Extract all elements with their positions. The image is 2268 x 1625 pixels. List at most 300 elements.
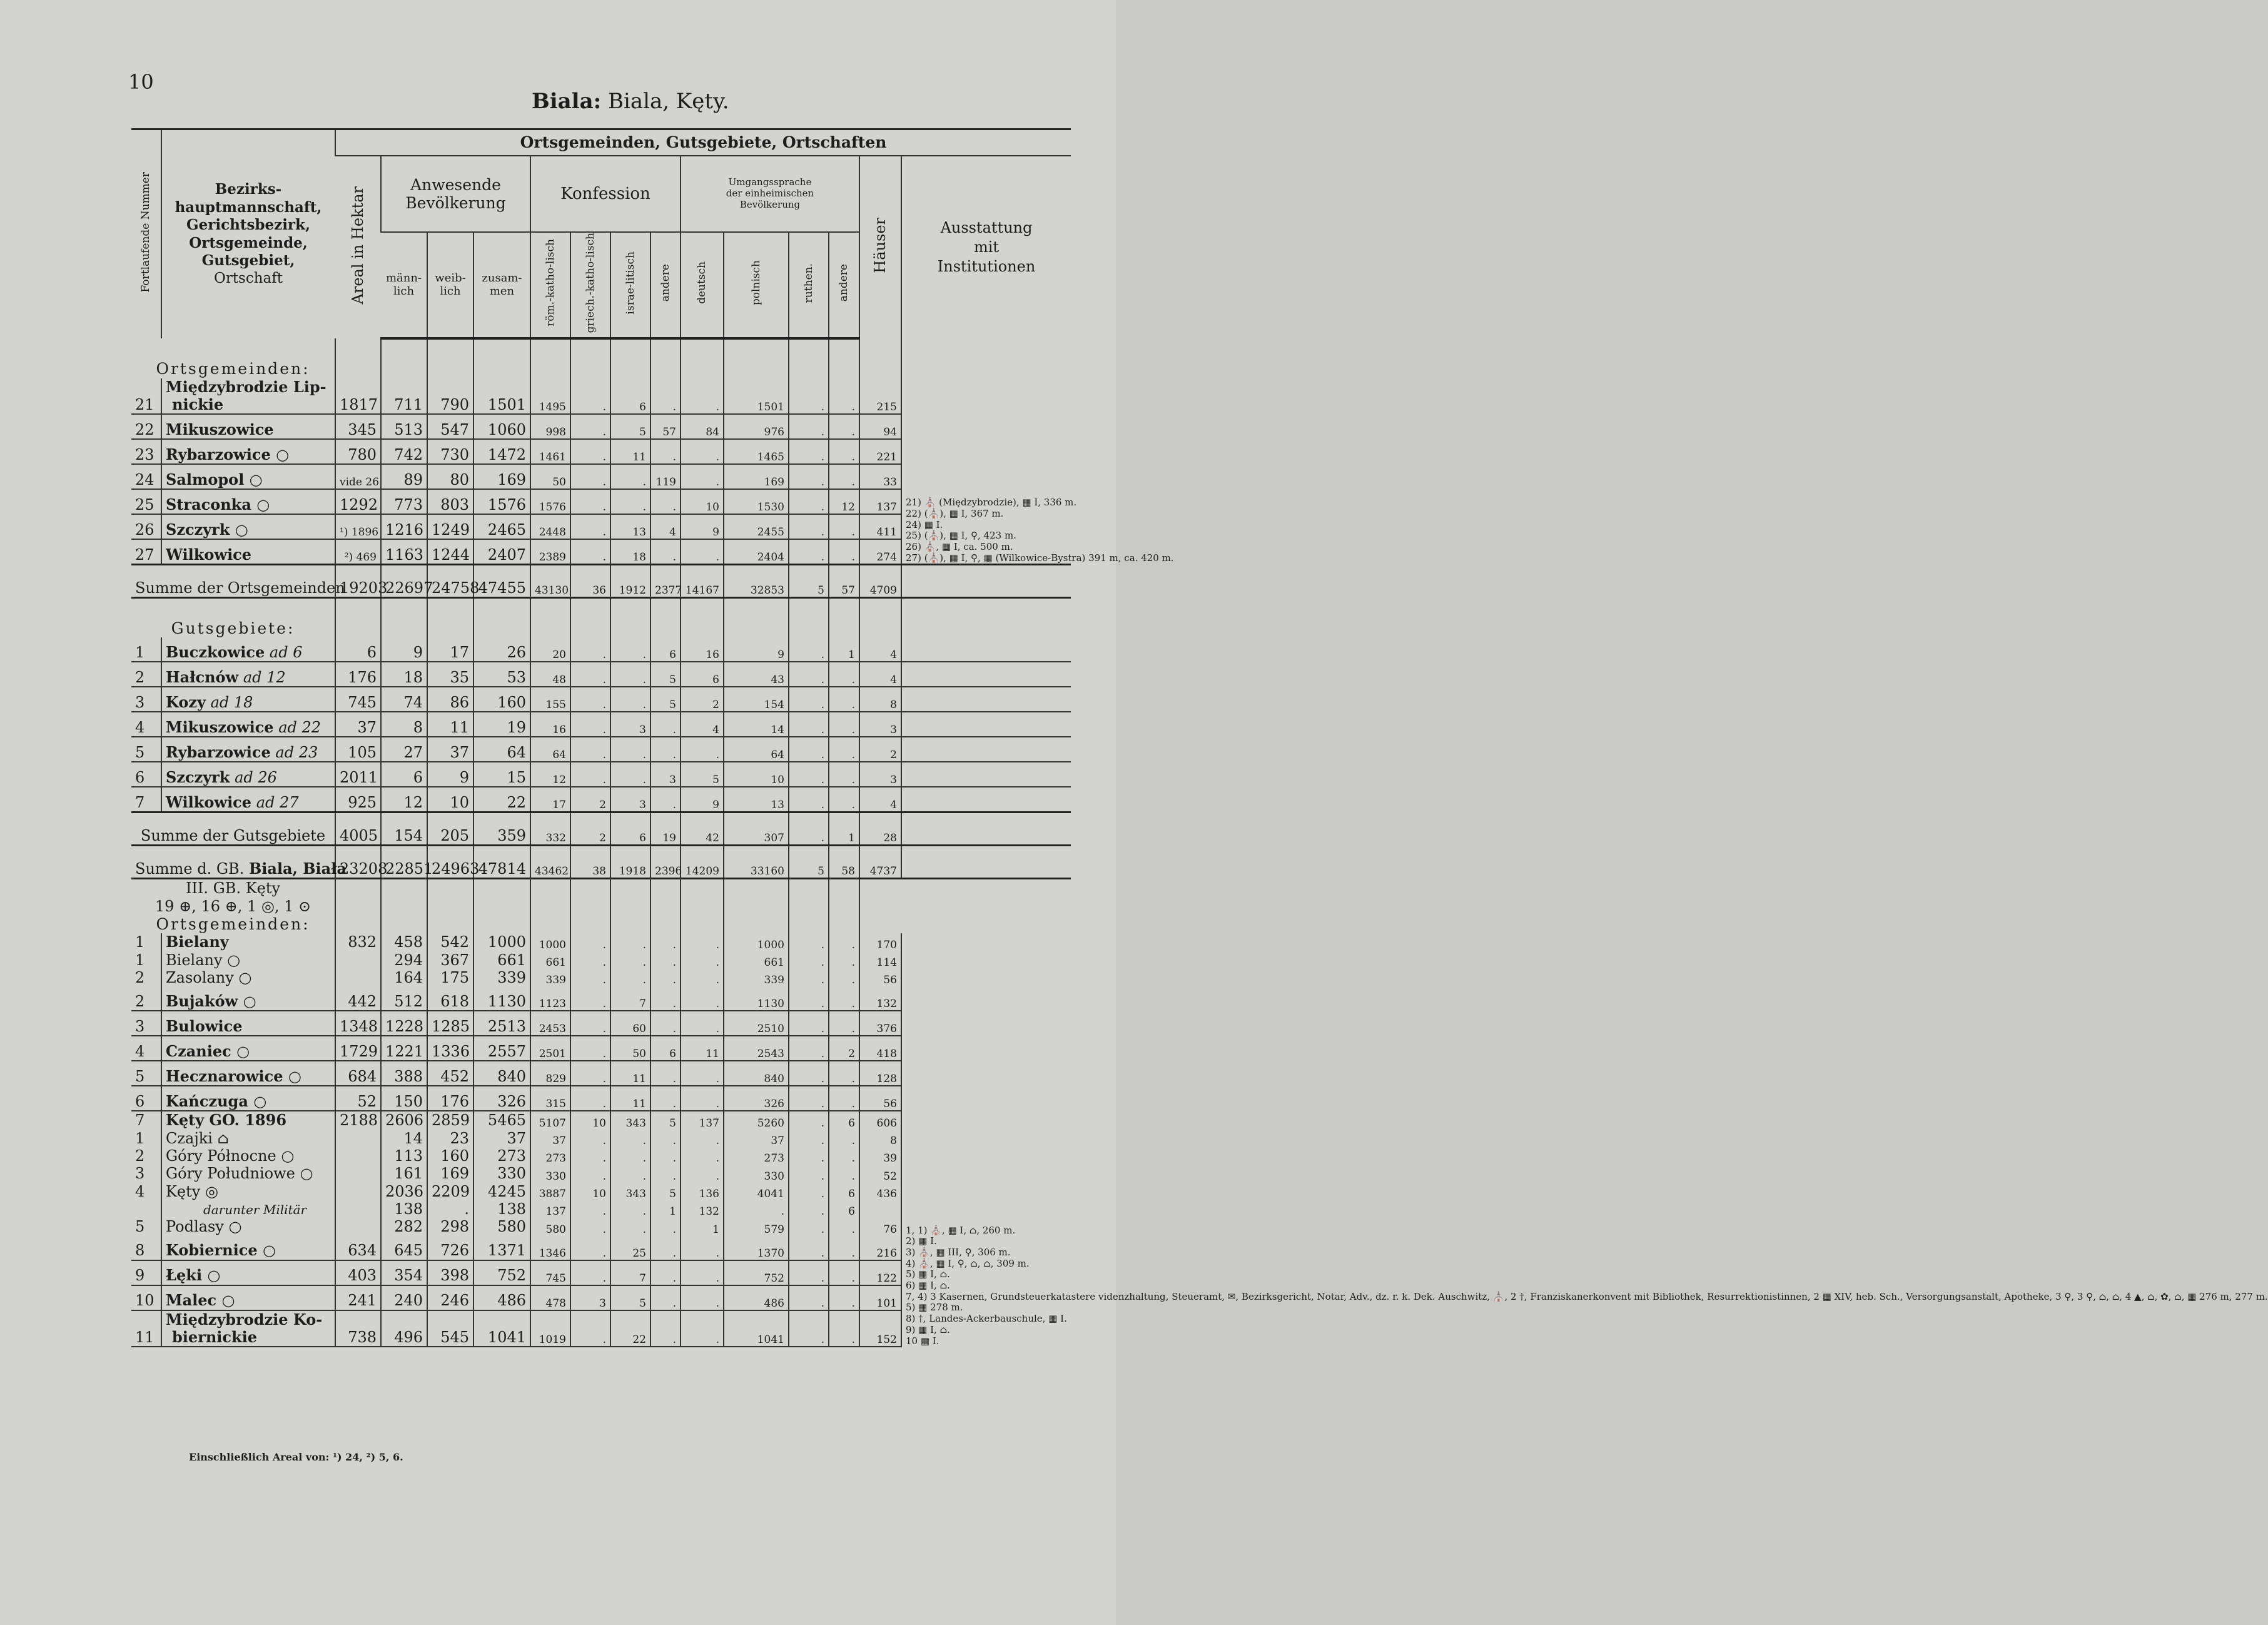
cell-gk: . [570,1218,610,1235]
cell-z: 160 [473,687,530,712]
cell-gk: . [570,539,610,565]
cell-w: 1336 [427,1036,473,1061]
cell-is: 18 [610,539,651,565]
cell-is: . [610,464,651,489]
empty-cell [335,338,381,378]
row-name: Malec ○ [161,1285,335,1310]
cell-rk: 998 [530,414,570,439]
cell-an: . [651,1260,681,1285]
cell-z: 169 [473,464,530,489]
cell-ha: 4 [859,662,901,687]
cell-w: 1249 [427,514,473,539]
statistics-table [131,128,2268,1347]
sum-ha: 28 [859,812,901,846]
cell-w: 23 [427,1130,473,1147]
cell-de: . [681,986,724,1011]
empty-cell [859,338,901,378]
empty-cell [651,879,681,934]
cell-an: 5 [651,687,681,712]
row-number: 27 [131,539,161,565]
empty-cell [859,879,901,934]
sum-label: Summe der Gutsgebiete [131,812,335,846]
sum-w: 24963 [427,846,473,879]
ausstattung-entry: 10 ▦ I. [906,1335,939,1347]
sum-m: 154 [381,812,427,846]
row-number: 2 [135,1147,145,1165]
cell-is: . [610,1147,651,1165]
cell-as: 1 [829,637,859,662]
cell-po: 840 [724,1061,789,1086]
cell-as: 6 [829,1111,859,1129]
cell-po: 14 [724,712,789,737]
cell-is: . [610,737,651,762]
cell-m: 74 [381,687,427,712]
cell-an: 57 [651,414,681,439]
cell-rk: 5107 [530,1111,570,1129]
empty-cell [789,879,829,934]
cell-m: 388 [381,1061,427,1086]
row-number: 7 [135,1111,145,1130]
cell-po: 1000 [724,933,789,951]
cell-areal [335,951,381,969]
cell-de: . [681,1310,724,1347]
cell-areal: 52 [335,1086,381,1111]
cell-as: . [829,687,859,712]
ausstattung-cell [901,812,1071,846]
cell-as: . [829,514,859,539]
section-heading: III. GB. Kęty 19 ⊕, 16 ⊕, 1 ◎, 1 ⊙ Ortsgemeinden: [154,879,311,933]
cell-m: 150 [381,1086,427,1111]
cell-rk: 155 [530,687,570,712]
gutsgebiet-row [131,737,1071,762]
empty-cell [570,879,610,934]
cell-ru: . [789,951,829,969]
cell-an: . [651,1236,681,1260]
cell-is: . [610,762,651,787]
cell-gk: . [570,1011,610,1036]
ausstattung-entry: 26) ⛪, ▦ I, ca. 500 m. [906,540,1013,552]
empty-cell [724,338,789,378]
row-name: Łęki ○ [161,1260,335,1285]
cell-m: 161 [381,1165,427,1182]
cell-ha: 114 [859,951,901,969]
cell-areal: 105 [335,737,381,762]
cell-z: 1130 [473,986,530,1011]
cell-de: . [681,951,724,969]
cell-po: 752 [724,1260,789,1285]
cell-an: . [651,1310,681,1347]
empty-cell [530,598,570,638]
cell-ha: 56 [859,1086,901,1111]
row-number: 3 [135,1165,145,1183]
cell-rk: 1495 [530,378,570,415]
row-name: Góry Północne ○ [161,1147,335,1165]
cell-de: 4 [681,712,724,737]
cell-as: . [829,378,859,415]
cell-m: 458 [381,933,427,951]
cell-ha: 376 [859,1011,901,1036]
cell-an: . [651,1147,681,1165]
cell-ru: . [789,414,829,439]
cell-z: 138 [473,1200,530,1218]
cell-is: . [610,1165,651,1182]
cell-z: 486 [473,1285,530,1310]
cell-z: 2513 [473,1011,530,1036]
ausstattung-cell [901,712,1071,737]
row-name: Wilkowice [161,539,335,565]
ausstattung-entry: 5) ▦ 278 m. [906,1302,963,1314]
cell-as: . [829,712,859,737]
sum-ha: 4737 [859,846,901,879]
cell-po: 1501 [724,378,789,415]
cell-an: . [651,378,681,415]
cell-ru: . [789,464,829,489]
cell-w: 17 [427,637,473,662]
sum-is: 6 [610,812,651,846]
cell-ha: 3 [859,762,901,787]
ausstattung-cell [901,687,1071,712]
cell-an: . [651,1130,681,1147]
gutsgebiet-row [131,787,1071,812]
cell-rk: 17 [530,787,570,812]
section-ortsgemeinden [131,338,1071,378]
row-name: Podlasy ○ [161,1218,335,1235]
cell-as: 2 [829,1036,859,1061]
cell-ru: . [789,514,829,539]
cell-ru: . [789,762,829,787]
cell-is: 5 [610,1285,651,1310]
cell-w: 298 [427,1218,473,1235]
cell-w: 86 [427,687,473,712]
sum-gutsgebiete [131,812,1071,846]
cell-de: 5 [681,762,724,787]
row-name: Międzybrodzie Ko- biernickie [161,1310,335,1347]
ausstattung-cell [901,637,1071,662]
cell-de: 9 [681,514,724,539]
sum-m: 22697 [381,565,427,598]
cell-gk: . [570,737,610,762]
cell-w: 790 [427,378,473,415]
row-name: Hałcnów ad 12 [161,662,335,687]
header-ruthen: ruthen. [789,232,829,338]
row-number: 11 [131,1310,161,1347]
cell-is: . [610,637,651,662]
row-number: 10 [131,1285,161,1310]
cell-de: . [681,1236,724,1260]
cell-is: . [610,489,651,514]
empty-cell [724,598,789,638]
cell-areal: 403 [335,1260,381,1285]
cell-an: 3 [651,762,681,787]
cell-de: . [681,1285,724,1310]
cell-gk: . [570,1310,610,1347]
cell-po: 273 [724,1147,789,1165]
cell-as: . [829,439,859,464]
cell-ha: 132 [859,986,901,1011]
cell-areal: 241 [335,1285,381,1310]
cell-m: 1216 [381,514,427,539]
cell-po: 579 [724,1218,789,1235]
cell-w: 1285 [427,1011,473,1036]
sum-ru: 5 [789,846,829,879]
page-title-rest: Biala, Kęty. [601,89,729,114]
cell-areal: 634 [335,1236,381,1260]
cell-de: . [681,1011,724,1036]
cell-w: . [427,1200,473,1218]
cell-as: . [829,1086,859,1111]
cell-gk: . [570,378,610,415]
cell-gk: . [570,986,610,1011]
cell-ha: 418 [859,1036,901,1061]
ausstattung-cell [901,338,1071,378]
header-anwesende: Anwesende Bevölkerung [381,156,530,232]
cell-po: 326 [724,1086,789,1111]
cell-ha [859,1200,901,1218]
cell-z: 2407 [473,539,530,565]
cell-z: 1472 [473,439,530,464]
empty-cell [570,338,610,378]
cell-an: 119 [651,464,681,489]
cell-an: 1 [651,1200,681,1218]
sum-is: 1912 [610,565,651,598]
header-griech-kath: griech.-katho-lisch [570,232,610,338]
gutsgebiet-row [131,637,1071,662]
ausstattung-entry: 25) (⛪), ▦ I, ⚲, 423 m. [906,530,1016,542]
sum-de: 14209 [681,846,724,879]
cell-m: 645 [381,1236,427,1260]
cell-an: 6 [651,1036,681,1061]
cell-z: 326 [473,1086,530,1111]
cell-ha: 606 [859,1111,901,1129]
cell-z: 580 [473,1218,530,1235]
row-number: 2 [131,662,161,687]
row-name: Bielany [161,933,335,951]
cell-gk: . [570,414,610,439]
cell-po: 976 [724,414,789,439]
cell-as: . [829,986,859,1011]
cell-is: 7 [610,986,651,1011]
cell-gk: . [570,662,610,687]
cell-areal: ²) 469 [335,539,381,565]
cell-an: . [651,969,681,986]
cell-w: 542 [427,933,473,951]
cell-as: . [829,969,859,986]
page-title-bold: Biala: [532,89,602,114]
cell-gk: . [570,1165,610,1182]
cell-w: 246 [427,1285,473,1310]
cell-w: 730 [427,439,473,464]
empty-cell [829,598,859,638]
row-name: Szczyrk ad 26 [161,762,335,787]
cell-m: 8 [381,712,427,737]
cell-po: 64 [724,737,789,762]
row-name: darunter Militär [161,1200,335,1218]
cell-areal: 6 [335,637,381,662]
sum-z: 47455 [473,565,530,598]
ausstattung-cell [901,598,1071,638]
header-bezirk: Bezirks- hauptmannschaft, Gerichtsbezirk, Ortsgemeinde, Gutsgebiet, Ortschaft [161,129,335,338]
cell-de: 9 [681,787,724,812]
cell-areal: 1348 [335,1011,381,1036]
row-name: Straconka ○ [161,489,335,514]
empty-cell [473,879,530,934]
cell-ru: . [789,489,829,514]
sum-w: 205 [427,812,473,846]
row-name: Hecznarowice ○ [161,1061,335,1086]
cell-as: . [829,1260,859,1285]
cell-po: 5260 [724,1111,789,1129]
row-number: 23 [131,439,161,464]
row-number: 21 [131,378,161,415]
cell-gk: . [570,762,610,787]
cell-w: 452 [427,1061,473,1086]
cell-ha: 94 [859,414,901,439]
empty-cell [427,338,473,378]
ausstattung-cell [901,787,1071,812]
cell-de: . [681,378,724,415]
cell-po: 339 [724,969,789,986]
empty-cell [473,598,530,638]
cell-m: 164 [381,969,427,986]
cell-areal: 925 [335,787,381,812]
cell-ru: . [789,787,829,812]
empty-cell [681,598,724,638]
row-name: Kozy ad 18 [161,687,335,712]
empty-cell [651,338,681,378]
cell-z: 661 [473,951,530,969]
cell-po: 1130 [724,986,789,1011]
cell-areal: ¹) 1896 [335,514,381,539]
gutsgebiet-row [131,762,1071,787]
cell-areal: 684 [335,1061,381,1086]
cell-w: 1244 [427,539,473,565]
cell-rk: 745 [530,1260,570,1285]
cell-w: 2859 [427,1111,473,1129]
cell-de: 16 [681,637,724,662]
empty-cell [789,598,829,638]
sum-is: 1918 [610,846,651,879]
cell-ha: 215 [859,378,901,415]
cell-z: 1000 [473,933,530,951]
sum-gk: 2 [570,812,610,846]
row-number: 1 [135,951,145,969]
cell-is: 22 [610,1310,651,1347]
sum-as: 58 [829,846,859,879]
ausstattung-entry: 27) (⛪), ▦ I, ⚲, ▦ (Wilkowice-Bystra) 391 m, ca. 420 m. [906,552,1174,564]
cell-is: 343 [610,1183,651,1200]
cell-m: 1163 [381,539,427,565]
ausstattung-entry: 24) ▦ I. [906,519,943,530]
cell-z: 22 [473,787,530,812]
cell-m: 773 [381,489,427,514]
cell-gk: 10 [570,1183,610,1200]
cell-an: . [651,787,681,812]
row-name: Mikuszowice [161,414,335,439]
empty-cell [335,598,381,638]
sum-label: Summe der Ortsgemeinden [131,565,335,598]
cell-areal: 1817 [335,378,381,415]
row-number: 8 [131,1236,161,1260]
cell-an: 5 [651,1183,681,1200]
empty-cell [829,338,859,378]
cell-ha: 39 [859,1147,901,1165]
sum-as: 1 [829,812,859,846]
cell-gk: . [570,514,610,539]
cell-an: . [651,1285,681,1310]
sum-ha: 4709 [859,565,901,598]
cell-an: . [651,1061,681,1086]
cell-an: 6 [651,637,681,662]
cell-gk: . [570,1086,610,1111]
sum-as: 57 [829,565,859,598]
cell-po: 154 [724,687,789,712]
section-gutsgebiete [131,598,1071,638]
cell-rk: 1576 [530,489,570,514]
sum-rk: 332 [530,812,570,846]
cell-an: 5 [651,662,681,687]
empty-cell [789,338,829,378]
cell-ru: . [789,1111,829,1129]
row-name: Mikuszowice ad 22 [161,712,335,737]
empty-cell [610,598,651,638]
cell-w: 176 [427,1086,473,1111]
cell-is: 11 [610,1086,651,1111]
cell-z: 339 [473,969,530,986]
cell-gk: . [570,1130,610,1147]
cell-de: . [681,1086,724,1111]
cell-w: 11 [427,712,473,737]
cell-po: 13 [724,787,789,812]
row-number: 22 [131,414,161,439]
header-umgangssprache: Umgangssprache der einheimischen Bevölkerung [681,156,859,232]
cell-areal [335,1183,381,1200]
cell-areal [335,969,381,986]
cell-areal [335,1147,381,1165]
cell-de: . [681,539,724,565]
cell-rk: 3887 [530,1183,570,1200]
cell-is: . [610,1218,651,1235]
cell-areal: 176 [335,662,381,687]
sum-areal: 19203 [335,565,381,598]
section-kety [131,879,1071,934]
sum-areal: 4005 [335,812,381,846]
cell-rk: 2448 [530,514,570,539]
header-maennlich: männ-lich [381,232,427,338]
cell-z: 2557 [473,1036,530,1061]
cell-areal [335,1130,381,1147]
cell-areal: 2188 [335,1111,381,1129]
cell-areal: 2011 [335,762,381,787]
cell-gk: . [570,1147,610,1165]
ausstattung-entry: 9) ▦ I, ⌂. [906,1324,950,1335]
cell-ru: . [789,1086,829,1111]
cell-z: 64 [473,737,530,762]
cell-as: . [829,464,859,489]
sum-m: 22851 [381,846,427,879]
cell-is: 11 [610,1061,651,1086]
cell-ha: 8 [859,1130,901,1147]
sum-gb-biala [131,846,1071,879]
header-polnisch: polnisch [724,232,789,338]
cell-ha: 33 [859,464,901,489]
gutsgebiet-row [131,662,1071,687]
cell-gk: . [570,1061,610,1086]
cell-an: . [651,712,681,737]
header-konfession: Konfession [530,156,681,232]
cell-areal: 738 [335,1310,381,1347]
cell-de: 10 [681,489,724,514]
cell-is: . [610,933,651,951]
